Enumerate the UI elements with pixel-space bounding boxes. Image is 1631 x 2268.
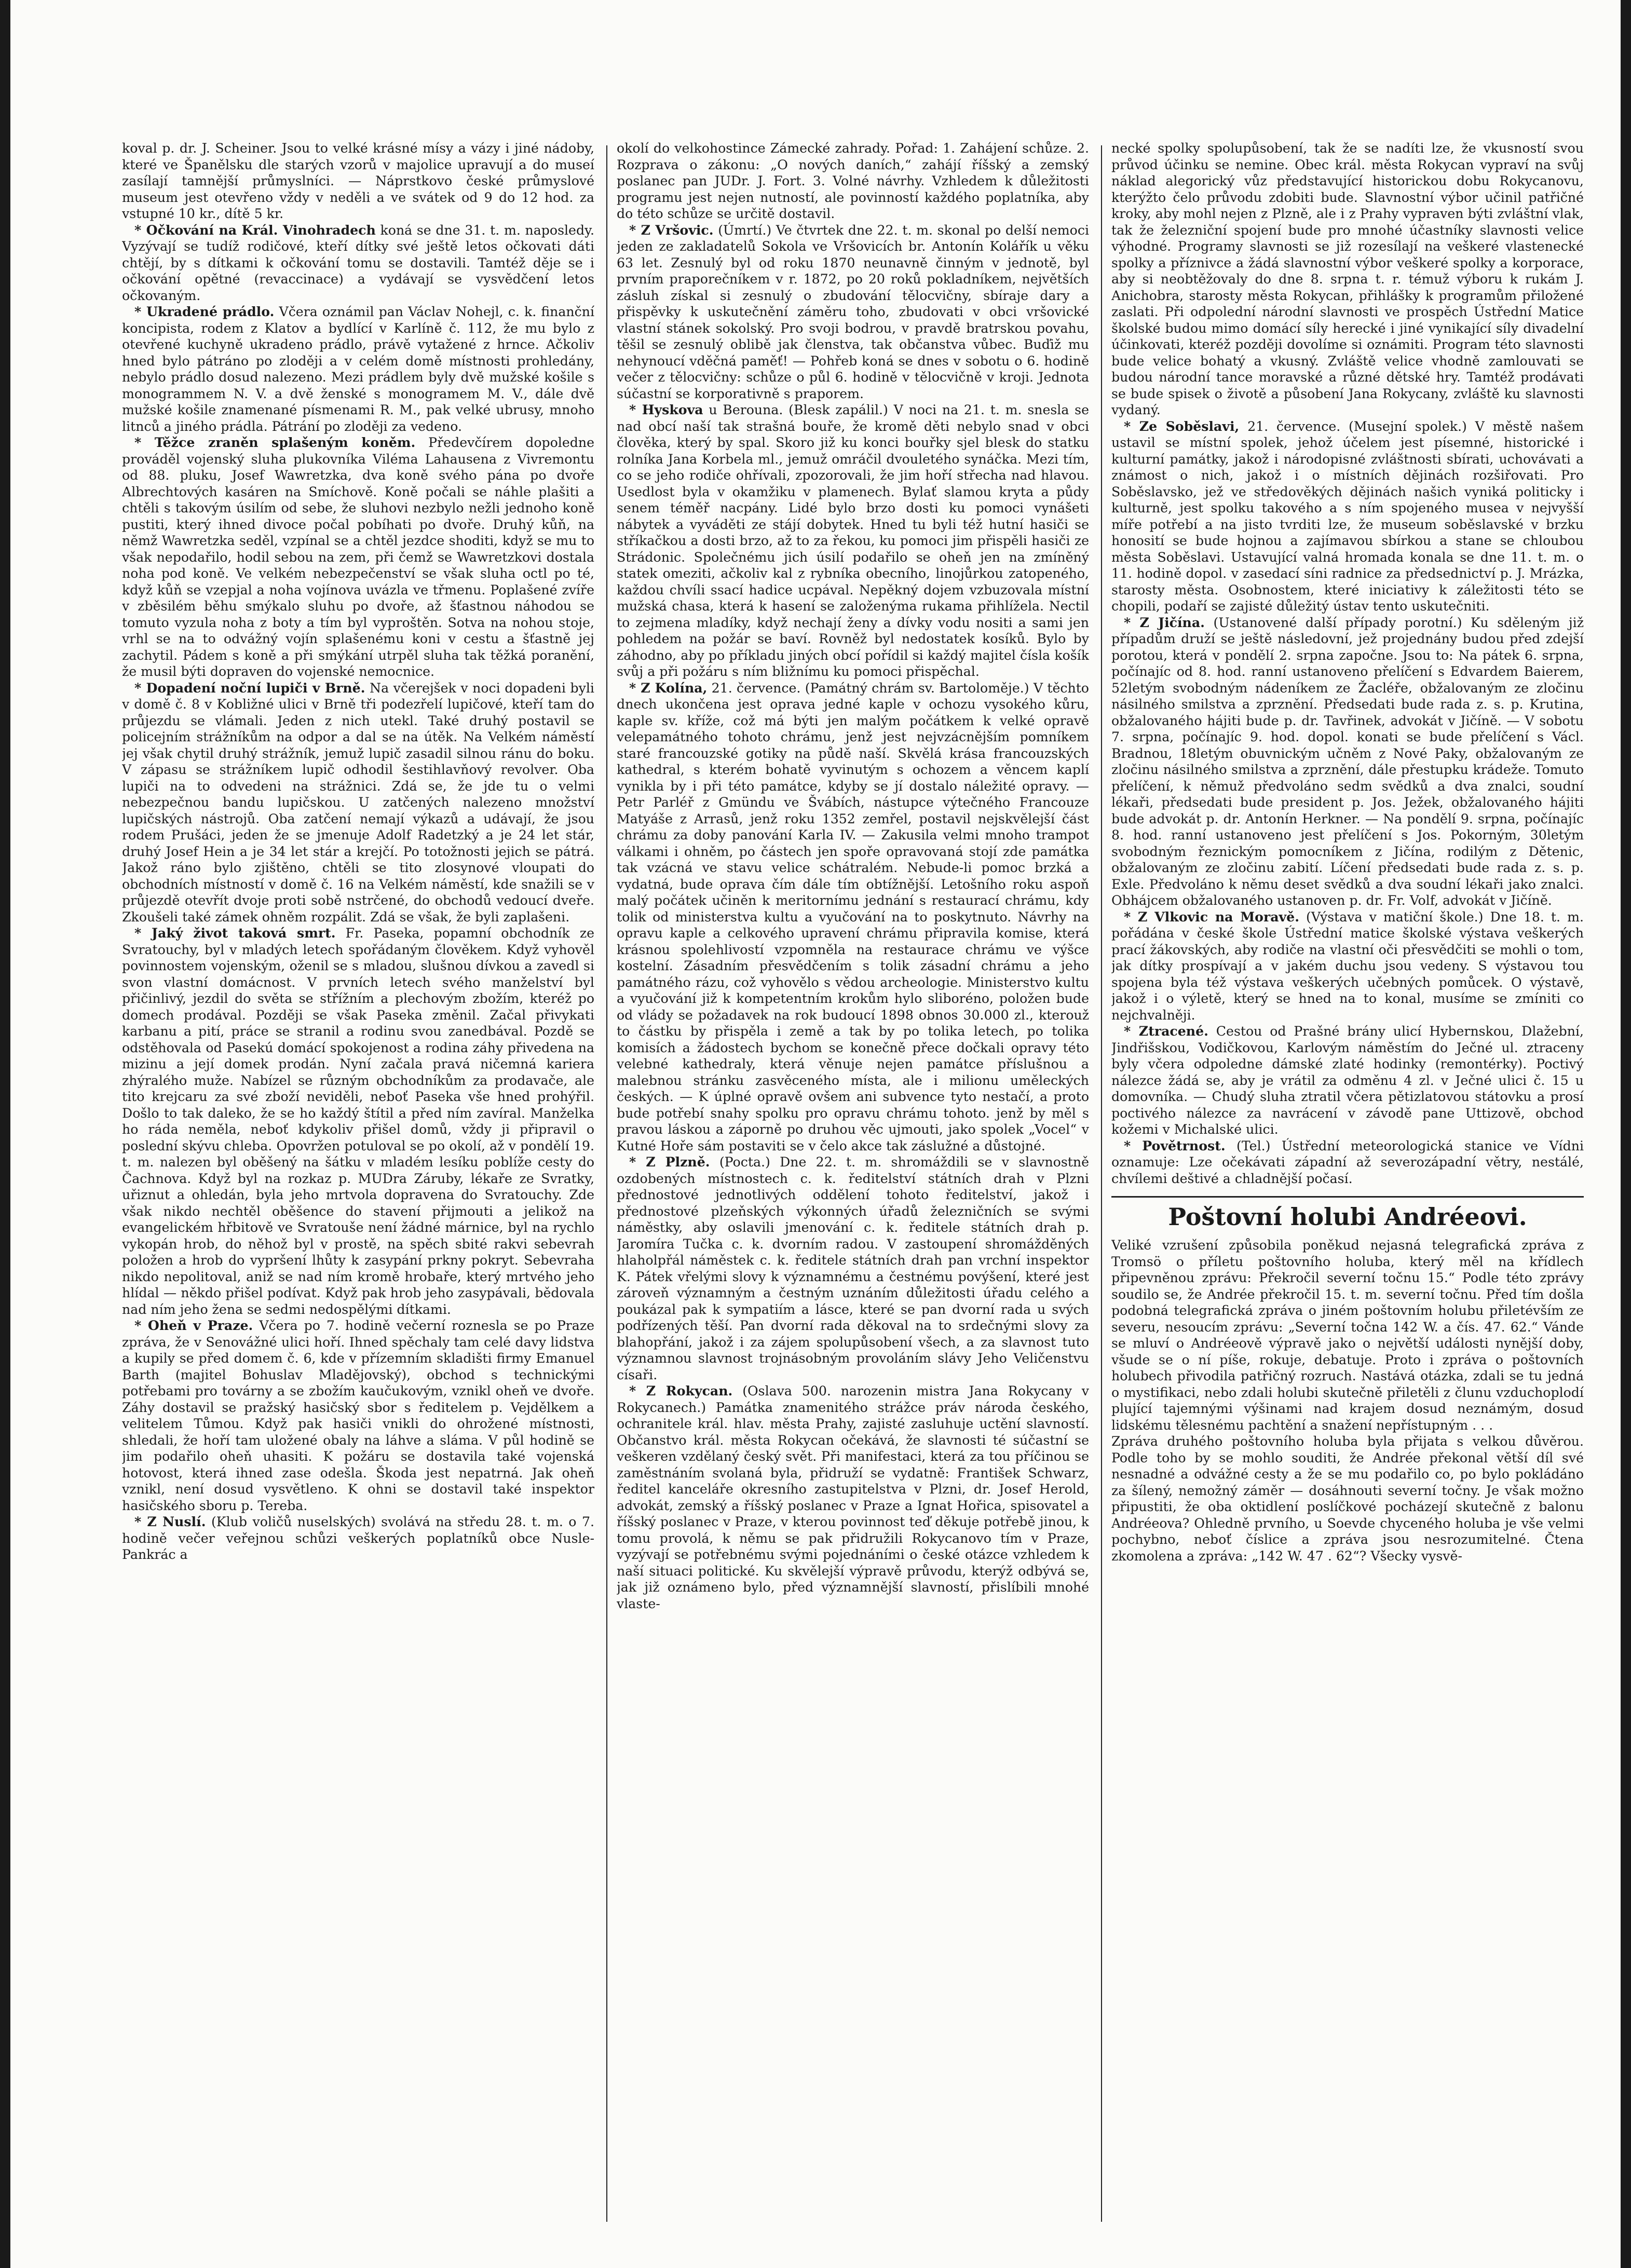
column-2 [617,140,1089,2227]
news-item-text: (Klub voličů nuselských) svolává na středu 28. t. m. o 7. hodině večer veřejnou schůzi veškerých poplatníků obce Nusle-Pankrác a [122,1514,594,1562]
column-3 [1111,140,1584,2227]
news-item [122,222,594,304]
news-item-title: * Očkování na Král. Vinohradech [134,222,376,238]
news-item-text: 21. července. (Památný chrám sv. Bartoloměje.) V těchto dnech ukončena jest oprava jedné kaple v ochozu vysokého kůru, kaple sv. kříže, což má býti jen malým počátkem k velké opravě velepamátného tohoto chrámu, jenž jest nejvzácnějším pomníkem staré francouzské gotiky na půdě naší. Skvělá krása francouzských kathedral, s kterém bohatě vyvinutým s ochozem a věncem kaplí vynikla by i při této památce, kdyby se jí dostalo náležité opravy. — Petr Parléř z Gmündu ve Švábích, nástupce výtečného Francouze Matyáše z Arrasů, jenž roku 1352 zemřel, postavil nejskvělejší část chrámu za doby panování Karla IV. — Zakusila velmi mnoho trampot válkami i ohněm, po částech jen spoře opravovaná stojí zde památka tak vzácná ve stavu velice schátralém. Nebude-li pomoc brzká a vydatná, bude oprava čím dále tím obtížnější. Letošního roku aspoň malý počátek učiněn k meritornímu jednání s restaurací chrámu, kdy tolik od ministerstva kultu a vyučování na to poskytnuto. Návrhy na opravu kaple a celkového upravení chrámu připravila komise, která krásnou spolehlivostí vzpomněla na restaurace chrámu ve výšce kostelní. Zásadním přesvědčením s tolik zásadní chrámu a jeho památného rázu, což vyhovělo s vědou archeologie. Ministerstvo kultu a vyučování již k kompetentním krokům hylo sliboréno, položen bude od vlády se požadavek na rok budoucí 1898 obnos 30.000 zl., kterouž to částku by přispěla i země a tak by po tolika letech, po tolika komisích a žádostech bychom se konečně přece dočkali opravy této velebné kathedraly, která věnuje nejen památce příslušnou a malebnou stránku zasvěceného místa, ale i milionu uměleckých českých. — K úplné opravě ovšem ani subvence tyto nestačí, a proto bude potřebí snahy spolku pro opravu chrámu tohoto. jenž by měl s pravou láskou a záporně po druhou věc ujmouti, jako spolek „Vocel“ v Kutné Hoře sám postaviti se v čelo akce tak záslužné a důstojné. [617,680,1089,1153]
news-item [617,402,1089,680]
news-item-text: Veliké vzrušení způsobila poněkud nejasná telegrafická zpráva z Tromsö o příletu poštovního holuba, který měl na křídlech připevněnou zprávu: Překročil severní točnu 15.“ Podle této zprávy soudilo se, že Andrée překročil 15. t. m. severní točnu. Před tím došla podobná telegrafická zpráva o jiném poštovním holubu přiletévším ze severu, nesoucím zprávu: „Severní točna 142 W. a čís. 47. 62.“ Vánde se mluví o Andréeově výpravě jako o největší události nynější doby, všude se o ní píše, rokuje, debatuje. Proto i zpráva o poštovních holubech přivodila patřičný rozruch. Nastává otázka, zdali se tu jedná o mystifikaci, nebo zdali holubi skutečně přiletěli z člunu vzduchoplodí plující tajemnými výšinami nad krajem dosud neznámým, dosud lidskému tělesnému pachtění a snažení nepřístupným . . . [1111,1238,1584,1433]
news-item-text: (Úmrtí.) Ve čtvrtek dne 22. t. m. skonal po delší nemoci jeden ze zakladatelů Sokola ve Vršovicích br. Antonín Kolářík u věku 63 let. Zesnulý byl od roku 1870 neunavně činným v jednotě, byl prvním praporečníkem v r. 1872, po 20 roků pokladníkem, největších zásluh získal si zesnulý o zbudování tělocvičny, sbíraje dary a přispěvky k uskutečnění záměru toho, zbudovati v obci vršovické vlastní stánek sokolský. Pro svoji bodrou, v pravdě bratrskou povahu, těšil se zesnulý oblibě jak členstva, tak občanstva vůbec. Buďiž mu nehynoucí vděčná paměť! — Pohřeb koná se dnes v sobotu o 6. hodině večer z tělocvičny: schůze o půl 6. hodině v tělocvičně v kroji. Jednota súčastní se korporativně s praporem. [617,222,1089,401]
news-item-title: * Hyskova [629,402,703,417]
news-item [122,925,594,1318]
news-item-text: 21. července. (Musejní spolek.) V městě našem ustavil se místní spolek, jehož účelem jest písemné, historické i kulturní památky, jakož i národopisné zvláštnosti sbírati, uchovávati a známost o nich, jakož i o místních dějinách rozšiřovati. Pro Soběslavsko, jež ve středověkých dějinách našich vyniká politicky i kulturně, jest spolku takového a s ním spojeného musea v nejvyšší míře potřebí a na jisto tvrditi lze, že museum soběslavské v brzku honosití se bude hojnou a zajímavou sbírkou a stane se chloubou města Soběslavi. Ustavující valná hromada konala se dne 11. t. m. o 11. hodině dopol. v zasedací síni radnice za předsednictví p. J. Mrázka, starosty města. Osobnostem, které iniciativy k záležitosti této se chopili, podaří se zajisté důležitý ústav tento uskutečniti. [1111,418,1584,614]
news-item-title: * Ze Soběslavi, [1124,418,1240,434]
news-item-title: * Z Jičína. [1124,614,1205,630]
news-item-text: koval p. dr. J. Scheiner. Jsou to velké krásné mísy a vázy i jiné nádoby, které ve Španělsku dle starých vzorů v majolice upravují a do museí zasílají tamnější průmyslníci. — Náprstkovo české průmyslové museum jest otevřeno vždy v neděli a ve svátek od 9 do 12 hod. za vstupné 10 kr., dítě 5 kr. [122,141,594,221]
article-paragraph [1111,140,1584,418]
news-item-text: necké spolky spolupůsobení, tak že se nadíti lze, že vkusností svou průvod účinku se nemine. Obec král. města Rokycan vypraví na svůj náklad alegorický vůz představující historickou dobu Rokycanovu, kterýžto čelo průvodu zdobiti bude. Slavnostní výbor učinil patřičné kroky, aby mohl nejen z Plzně, ale i z Prahy vypraven býti zvláštní vlak, tak že železniční spojení bude pro mnohé účastníky slavnosti velice výhodné. Programy slavnosti se již rozesílají na veškeré vlastenecké spolky a příznivce a žádá slavnostní výbor veškeré spolky a korporace, aby si neobtěžovaly do dne 8. srpna t. r. témuž výboru k rukám J. Anichobra, starosty města Rokycan, přihlášky k programům přiložené zaslati. Při odpolední národní slavnosti ve prospěch Ústřední Matice školské budou mimo domácí síly herecké i jiné vynikající síly divadelní účinkovati, kteréž později dovolíme si oznámiti. Program této slavnosti bude velice bohatý a vkusný. Zvláště velice vhodně zamlouvati se budou národní tance moravské a různé dětské hry. Tamtéž prodávati se bude spisek o životě a působení Jana Rokycany, zvláště ku slavnosti vydaný. [1111,141,1584,417]
article-paragraph [617,140,1089,222]
column-rule [1101,145,1102,2222]
article-paragraph [1111,1237,1584,1433]
news-item-title: * Z Vršovic. [629,222,714,238]
news-item-title: * Povětrnost. [1124,1137,1226,1153]
news-item-text: Předevčírem dopoledne prováděl vojenský sluha plukovníka Viléma Lahausena z Vivremontu od 88. pluku, Josef Wawretzka, dva koně svého pána po dvoře Albrechtových kasáren na Smíchově. Koně počali se náhle plašiti a chtěli s takovým úsilím od sebe, že sluhovi nezbylo nežli jednoho koně pustiti, který ihned divoce počal pobíhati po dvoře. Druhý kůň, na němž Wawretzka seděl, vzpínal se a chtěl jezdce shoditi, když se mu to však nepodařilo, hodil sebou na zem, při čemž se Wawretzkovi dostala noha pod koně. Ve velkém nebezpečenství se však sluha octl po té, když kůň se vzepjal a noha vojínova uvázla ve třmenu. Poplašené zvíře v zběsilém běhu smýkalo sluhu po dvoře, až šťastnou náhodou se tomuto vyzula noha z boty a tím byl vyproštěn. Sotva na nohou stoje, vrhl se na to odvážný vojín splašenému koni v cestu a šťastně jej zachytil. Pádem s koně a při smýkání utrpěl sluha tak těžká poranění, že musil býti dopraven do vojenské nemocnice. [122,435,594,679]
news-item [617,1154,1089,1383]
news-item-text: (Ustanovené další případy porotní.) Ku sděleným již případům druží se ještě následovní, jež projednány budou před zdejší porotou, která v pondělí 2. srpna započne. Jsou to: Na pátek 6. srpna, počínajíc od 8. hod. ranní ustanoveno přelíčení s Edvardem Baierem, 52letým svobodným nádeníkem ze Žacléře, obžalovaným ze zločinu násilného smilstva a zprznění. Předsedati bude rada z. s. p. Krutina, obžalovaného hájiti bude p. dr. Tavřinek, advokát v Jičíně. — V sobotu 7. srpna, počínajíc 9. hod. dopol. konati se bude přelíčení s Václ. Bradnou, 18letým obuvnickým učněm z Nové Paky, obžalovaným ze zločinu násilného smilstva a zprznění, dále přestupku krádeže. Tomuto přelíčení, k němuž předvoláno sedm svědků a dva znalci, soudní lékaři, předsedati bude president p. Jos. Ježek, obžalovaného hájiti bude advokát p. dr. Antonín Herkner. — Na pondělí 9. srpna, počínajíc 8. hod. ranní ustanoveno jest přelíčení s Jos. Pokorným, 30letým svobodným řeznickým pomocníkem z Jičína, rodilým z Dětenic, obžalovaným ze zločinu zabití. Líčení předsedati bude rada z. s. p. Exle. Předvoláno k němu deset svědků a dva soudní lékaři jako znalci. Obhájcem obžalovaného ustanoven p. dr. Fr. Volf, advokát v Jičíně. [1111,615,1584,908]
news-item-text: Včera po 7. hodině večerní roznesla se po Praze zpráva, že v Senovážné ulici hoří. Ihned spěchaly tam celé davy lidstva a kupily se před domem č. 6, kde v přízemním skladišti firmy Emanuel Barth (majitel Bohuslav Mladějovský), obchod s technickými potřebami pro továrny a se zbožím kaučukovým, vznikl oheň ve dvoře. Záhy dostavil se pražský hasičský sbor s ředitelem p. Vejdělkem a velitelem Tůmou. Když pak hasiči vnikli do ohrožené místnosti, shledali, že hoří tam uložené obaly na láhve a sláma. V půl hodině se jim podařilo oheň uhasiti. K požáru se dostavila také vojenská hotovost, která ihned zase odešla. Škoda jest nepatrná. Jak oheň vznikl, není dosud vysvětleno. K ohni se dostavil také inspektor hasičského sboru p. Tereba. [122,1318,594,1513]
news-item-title: * Z Plzně. [629,1154,710,1170]
news-item-text: koná se dne 31. t. m. naposledy. Vyzývají se tudíž rodičové, kteří dítky své ještě letos očkovati dáti chtějí, by s dítkami k očkování tomu se dostavili. Tamtéž děje se i očkování opětné (revaccinace) a vydávají se vysvědčení letos očkovaným. [122,222,594,303]
news-item-title: * Oheň v Praze. [134,1318,253,1333]
news-item-text: okolí do velkohostince Zámecké zahrady. Pořad: 1. Zahájení schůze. 2. Rozprava o zákonu: „O nových daních,“ zahájí říšský a zemský poslanec pan JUDr. J. Fort. 3. Volné návrhy. Vzhledem k důležitosti programu jest nejen nutností, ale povinností každého poplatníka, aby do této schůze se určitě dostavil. [617,141,1089,221]
news-item-text: (Výstava v matiční škole.) Dne 18. t. m. pořádána v české škole Ústřední matice školské výstava veškerých prací žákovských, aby rodiče na vlastní oči přesvědčiti se mohli o tom, jak dítky prospívají a v jakém duchu jsou vedeny. S výstavou tou spojena byla též výstava veškerých učebných pomůcek. O výstavě, jakož i o výletě, který se hned na to konal, musíme se zmíniti co nejchvalněji. [1111,909,1584,1023]
news-item [122,680,594,926]
news-item-text: Zpráva druhého poštovního holuba byla přijata s velkou důvěrou. Podle toho by se mohlo souditi, že Andrée překonal větší díl své nesnadné a odvážné cesty a že se mu podařilo co, po bylo pokládáno za šílený, nemožný záměr — dosáhnouti severní točny. Je však možno připustiti, že oba oktidlení poslíčkové pocházejí skutečně z balonu Andréeova? Ohledně prvního, u Soevde chyceného holuba je vše velmi pochybno, neboť číslice a zpráva jsou nesrozumitelné. Čtena zkomolena a zpráva: „142 W. 47 . 62“? Všecky vysvě- [1111,1434,1584,1564]
news-item-text: u Berouna. (Blesk zapálil.) V noci na 21. t. m. snesla se nad obcí naší tak strašná bouře, že kromě děti nebylo snad v obci člověka, který by spal. Skoro již ku konci bouřky sjel blesk do statku rolníka Jana Korbela ml., jemuž omráčil dvouletého synáčka. Mezi tím, co se jeho rodiče ohřívali, zpozorovali, že jim hoří střecha nad hlavou. Usedlost byla v okamžiku v plamenech. Bylať slamou kryta a půdy senem téměř nacpány. Lidé bylo brzo dosti ku pomoci vynášeti nábytek a vyváděti ze stájí dobytek. Hned tu byli též hutní hasiči se stříkačkou a dosti brzo, až to za řekou, ku pomoci jim přispěli hasiči ze Strádonic. Společnému jich úsilí podařilo se oheň jen na zmíněný statek omeziti, ačkoliv kal z rybníka obecního, linojůrkou zatopeného, každou chvíli ssací hadice ucpával. Nepěkný dojem vzbuzovala místní mužská chasa, která k hasení se založenýma rukama přihlížela. Nectil to zejmena mladíky, když nechají ženy a dívky vodu nositi a sami jen pohledem na požár se baví. Rovněž byl nedostatek kosíků. Bylo by záhodno, aby po příkladu jiných obcí pořídil si každý majitel čísla košík svůj a při požáru s ním bližnímu ku pomoci přispěchal. [617,402,1089,679]
news-item-title: * Těžce zraněn splašeným koněm. [134,434,416,450]
news-item-text: Cestou od Prašné brány ulicí Hybernskou, Dlažební, Jindřišskou, Vodičkovou, Karlovým náměstím do Ječné ul. ztraceny byly včera odpoledne dámské zlaté hodinky (remontérky). Poctivý nálezce žádá se, aby je vrátil za odměnu 4 zl. v Ječné ulici č. 15 u domovníka. — Chudý sluha ztratil včera pětizlatovou státovku a prosí poctivého nálezce za navrácení v závodě pane Uttizově, obchod kožemi v Michalské ulici. [1111,1024,1584,1137]
news-item-title: * Dopadení noční lupiči v Brně. [134,680,365,696]
news-item [1111,615,1584,909]
article-paragraph [1111,1433,1584,1564]
news-item-text: Fr. Paseka, popamní obchodník ze Svratouchy, byl v mladých letech spořádaným člověkem. Když vyhověl povinnostem vojenským, oženil se s mladou, slušnou dívkou a zavedl si svon vlastní domácnost. V prvních letech svého manželství byl přičinlivý, jezdil do světa se střížním a plechovým zbožím, kteréž po domech prodával. Později se však Paseka změnil. Začal přivykati karbanu a pití, práce se stranil a rodinu svou zanedbával. Pozdě se odstěhovala od Pasekú domácí spokojenost a rodina záhy přivedena na mizinu a její domek prodán. Nyní začala pravá ničemná kariera zhýralého muže. Nabízel se různým obchodníkům za prodavače, ale tito krejcaru za své zboží neviděli, neboť Paseka vše hned prohýřil. Došlo to tak daleko, že se ho každý štítil a před ním zavíral. Manželka ho ráda neměla, neboť kdykoliv přišel domů, vždy ji připravil o poslední skývu chleba. Opovržen potuloval se po okolí, až v pondělí 19. t. m. nalezen byl oběšený na šátku v mladém lesíku poblíže cesty do Čachnova. Když byl na rozkaz p. MUDra Záruby, lékaře ze Svratky, uřiznut a ohledán, byla jeho mrtvola dopravena do Svratouchy. Zde však nikdo nechtěl oběšence do stavení přijmouti a jelikož na evangelickém hřbitově ve Svratouše není žádné márnice, byl na rychlo vykopán hrob, do něhož byl v prostě, na spěch sbité rakvi sebevrah položen a hrob do vypršení lhůty k zasypání prkny pokryt. Sebevraha nikdo nepolitoval, aniž se nad ním kromě hrobaře, který mrtvého jeho hlídal — někdo přišel podívat. Když pak hrob jeho zasypávali, bědovala nad ním jeho žena se sedmi nedospělými dítkami. [122,926,594,1317]
news-item-title: * Z Kolína, [629,680,708,696]
news-item [1111,1023,1584,1138]
news-item-title: * Ukradené prádlo. [134,304,275,319]
news-item-text: (Pocta.) Dne 22. t. m. shromáždili se v slavnostně ozdobených místnostech c. k. ředitelství státních drah v Plzni přednostové jednotlivých oddělení tohoto ředitelství, jakož i přednostové plzeňských výkonných úřadů železničních se svými náměstky, aby oslavili jmenování c. k. ředitele státních drah p. Jaromíra Tučka c. k. dvorním radou. V zastoupení shromážděných hlaholpřál náměstek c. k. ředitele státních drah pan vrchní inspektor K. Pátek vřelými slovy k významnému a čestnému povýšení, které jest zároveň významným a čestným uznáním důležitosti úřadu celého a poukázal pak k sympatiím a lásce, které se pan dvorní rada u svých podřízených těší. Pan dvorní rada děkoval na to srdečnými slovy za blahopřání, jakož i za zájem spolupůsobení všech, a za slavnost tuto významnou slavnost trojnásobným provoláním slávy Jeho Veličenstvu císaři. [617,1155,1089,1382]
news-item [1111,418,1584,615]
news-item-title: * Ztracené. [1124,1023,1208,1039]
news-item [617,222,1089,402]
newspaper-page [10,0,1621,2268]
news-item-title: * Z Rokycan. [629,1383,733,1398]
section-heading: Poštovní holubi Andréeovi. [1111,1196,1584,1232]
news-item-title: * Z Vlkovic na Moravě. [1124,908,1299,925]
news-item [122,434,594,680]
news-item [122,1318,594,1514]
news-item [122,1514,594,1563]
news-item-text: (Tel.) Ústřední meteorologická stanice ve Vídni oznamuje: Lze očekávati západní až severozápadní větry, nestálé, chvílemi deštivé a chladnější počasí. [1111,1138,1584,1186]
article-paragraph [122,140,594,222]
news-item [1111,909,1584,1024]
column-1 [122,140,594,2227]
column-rule [606,145,607,2222]
news-item [617,1383,1089,1612]
news-item-text: (Oslava 500. narozenin mistra Jana Rokycany v Rokycanech.) Památka znamenitého strážce práv národa českého, ochranitele král. hlav. města Prahy, zajisté zasluhuje uctění slavností. Občanstvo král. města Rokycan očekává, že slavnosti té súčastní se veškeren vzdělaný český svět. Při manifestaci, která za tou příčinou se zaměstnáním svolaná byla, přidruží se vydatně: František Schwarz, ředitel kanceláře okresního zastupitelstva v Plzni, dr. Josef Herold, advokát, zemský a říšský poslanec v Praze a Ignat Hořica, spisovatel a říšský poslanec v Praze, v kterou povinnost teď děkuje potřebě jinou, k tomu provolá, k němu se pak přidružili Rokycanovo tím v Praze, vyzývají se potřebnému svými pojednáními o české otázce vzhledem k naší situaci politické. Ku skvělejší výpravě průvodu, kterýž odbývá se, jak již oznámeno bylo, před významnější slavností, přislíbili mnohé vlaste- [617,1383,1089,1611]
news-item-text: Na včerejšek v noci dopadeni byli v domě č. 8 v Kobližné ulici v Brně tři podezřelí lupičové, kteří tam do průjezdu se vlámali. Jeden z nich utekl. Také druhý postavil se policejním strážníkům na odpor a dal se na útěk. Na Velkém náměstí jej však chytil druhý strážník, jemuž lupič zasadil silnou ránu do boku. V zápasu se strážníkem lupič odhodil šestihlavňový revolver. Oba lupiči na to odvedeni na strážnici. Zdá se, že jde tu o velmi nebezpečnou bandu lupičskou. U zatčených nalezeno množství lupičských nástrojů. Oba zatčení nemají výkazů a udávají, že jsou rodem Prušáci, jeden že se jmenuje Adolf Radetzký a je 24 let stár, druhý Josef Hein a je 34 let stár a krejčí. Po totožnosti jejich se pátrá. Jakož ráno bylo zjištěno, chtěli se tito zlosynové vloupati do obchodních místností v domě č. 16 na Velkém náměstí, kde snažili se v průjezdě otevřít dvoje proti sobě nstrčené, do obchodů vedoucí dveře. Zkoušeli také zámek ohněm rozpálit. Zdá se však, že byli zaplašeni. [122,680,594,925]
news-item [1111,1138,1584,1187]
news-item [122,304,594,434]
news-item-title: * Z Nuslí. [134,1514,206,1529]
news-item [617,680,1089,1155]
news-item-text: Včera oznámil pan Václav Nohejl, c. k. finanční koncipista, rodem z Klatov a bydlící v Karlíně č. 112, že mu bylo z otevřené kuchyně ukradeno prádlo, právě vytažené z hrnce. Ačkoliv hned bylo pátráno po zloději a v celém domě místnosti prohledány, nebylo prádlo dosud nalezeno. Mezi prádlem byly dvě mužské košile s monogrammem N. V. a dvě ženské s monogramem M. V., dále dvě mužské košile znamenané písmenami R. M., pak velké ubrusy, mnoho litnců a jiného prádla. Pátrání po zloději za vedeno. [122,304,594,434]
news-item-title: * Jaký život taková smrt. [134,925,336,941]
